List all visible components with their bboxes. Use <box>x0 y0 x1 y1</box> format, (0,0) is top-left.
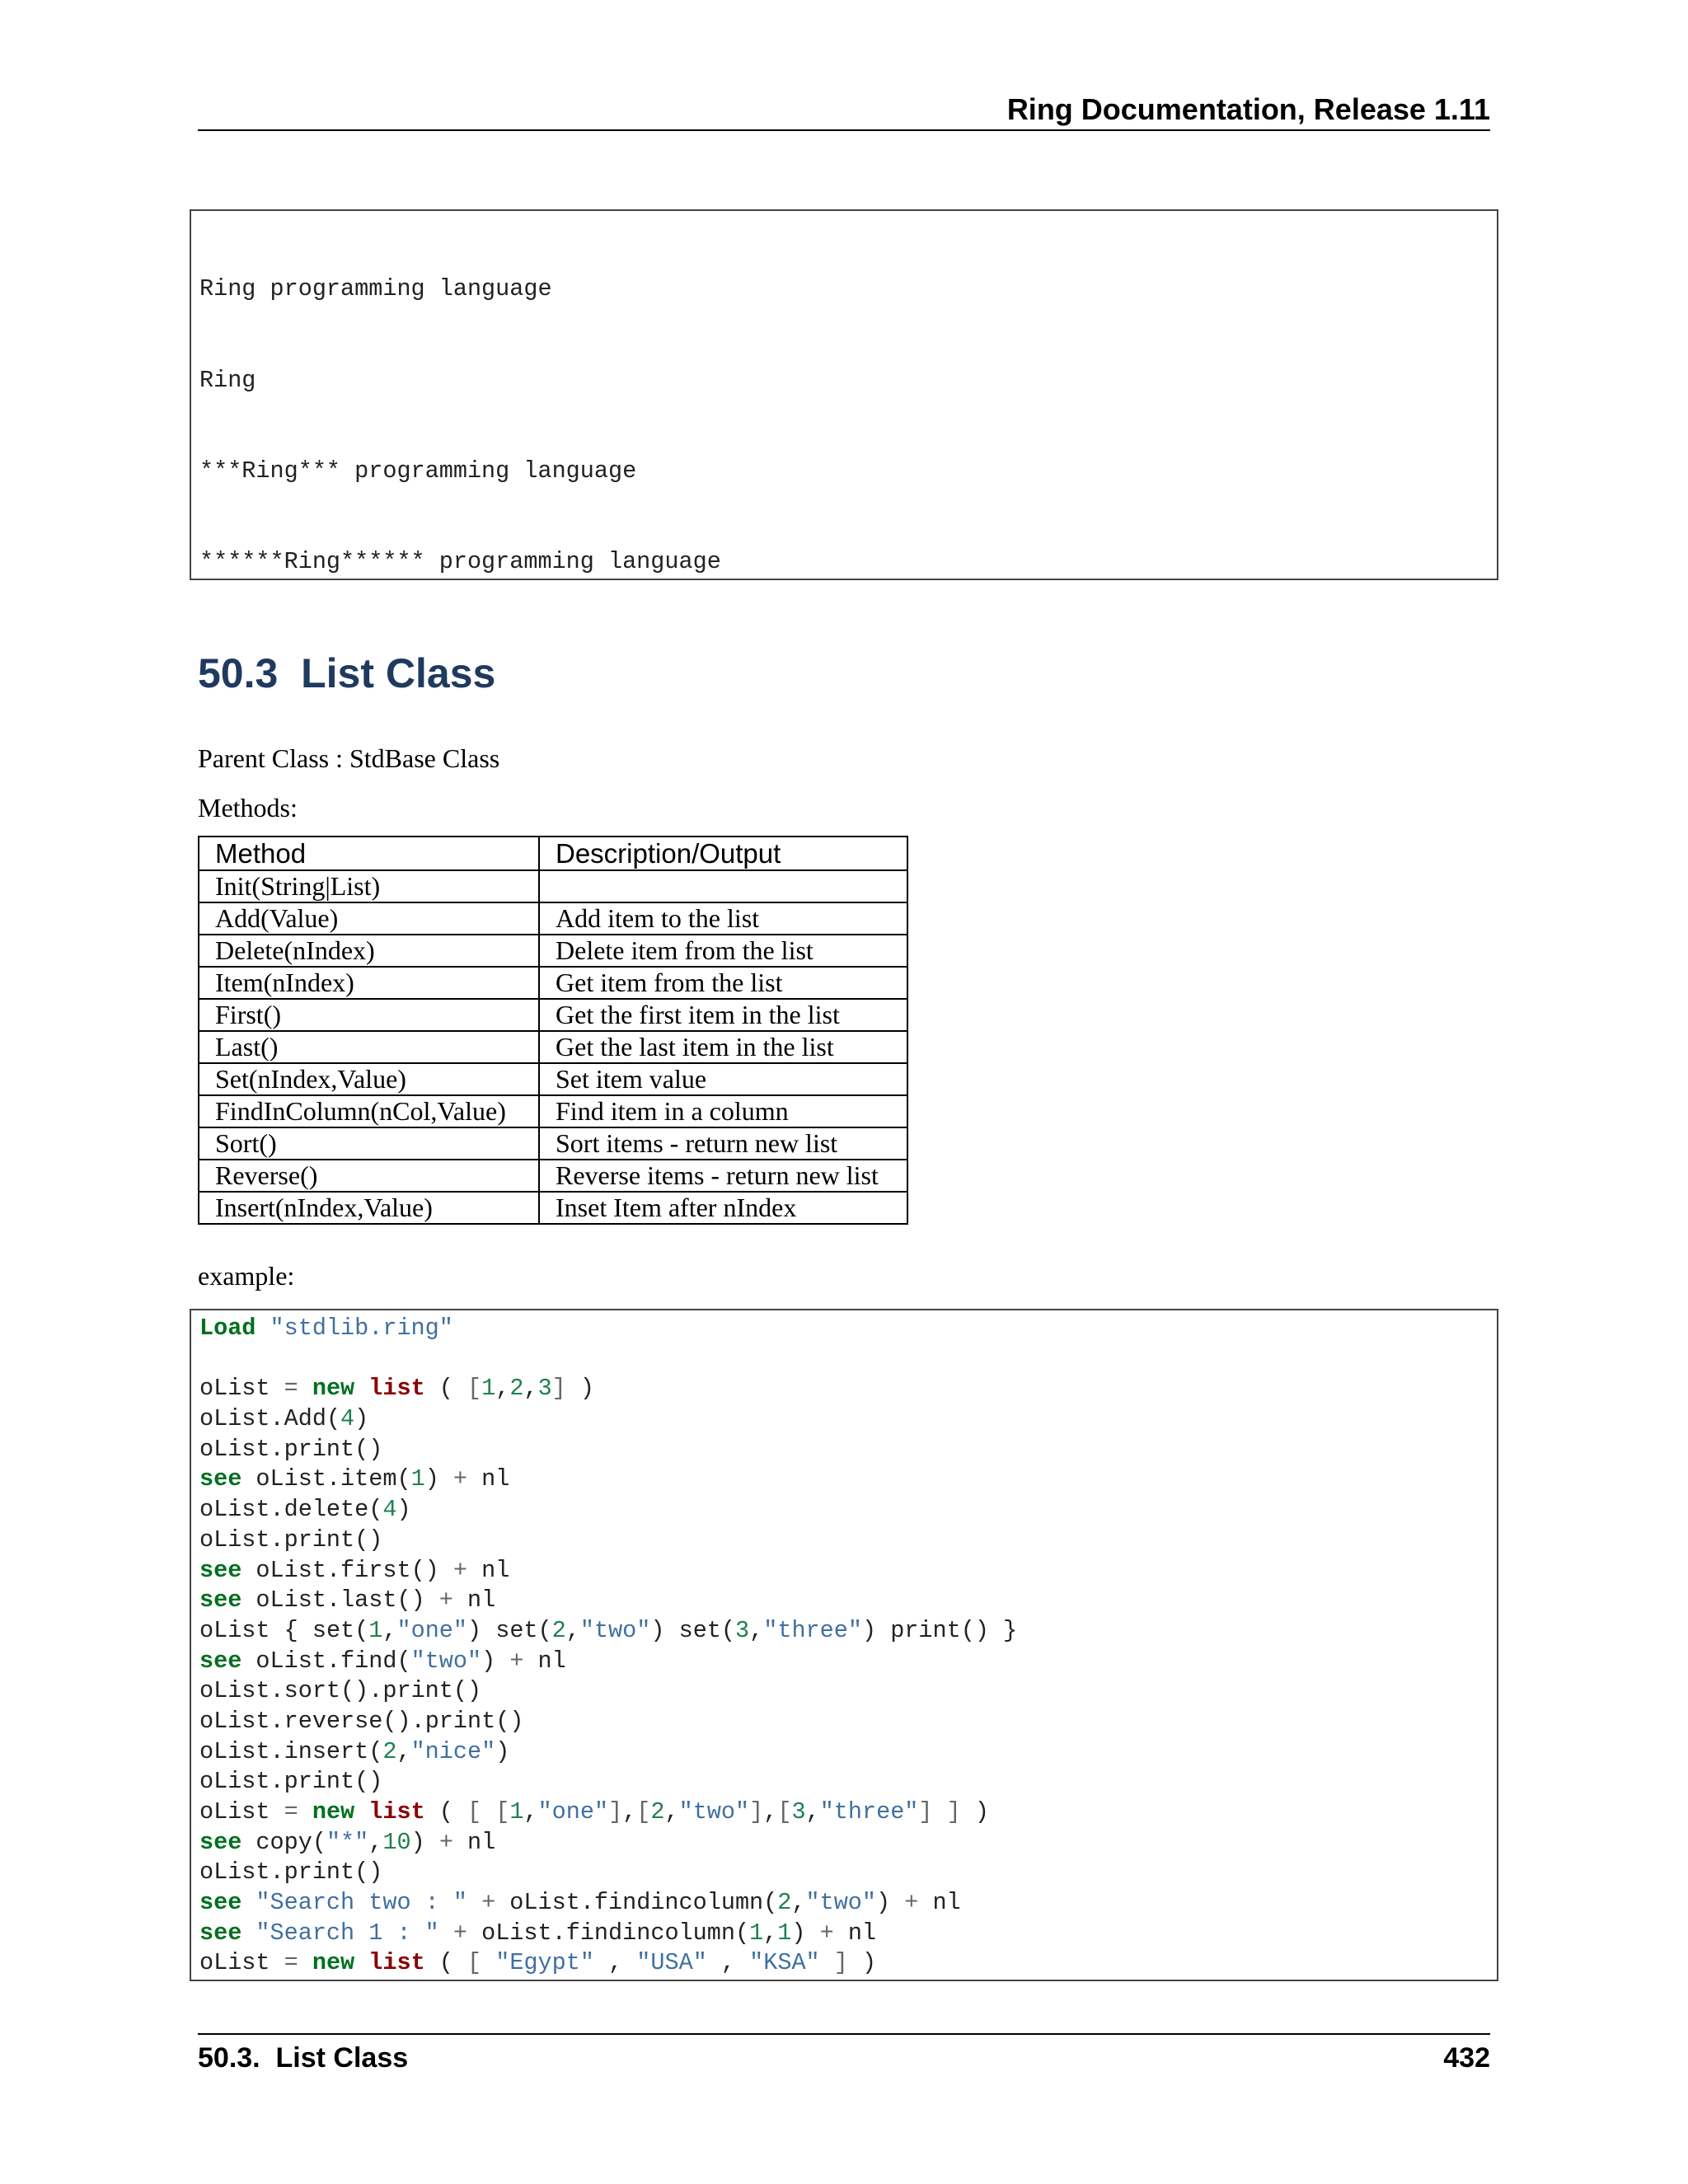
method-cell: FindInColumn(nCol,Value) <box>199 1095 539 1127</box>
page-number: 432 <box>1443 2042 1490 2074</box>
code-line: see oList.first() + nl <box>199 1556 510 1584</box>
description-cell <box>539 870 907 902</box>
example-code-block <box>190 1309 1498 1981</box>
method-cell: Add(Value) <box>199 902 539 935</box>
column-header-description: Description/Output <box>539 837 907 870</box>
code-line: oList.insert(2,"nice") <box>199 1737 510 1765</box>
table-row <box>199 902 907 935</box>
table-row <box>199 1031 907 1063</box>
method-cell: Set(nIndex,Value) <box>199 1063 539 1095</box>
table-row <box>199 1063 907 1095</box>
code-line: oList.sort().print() <box>199 1677 482 1705</box>
header-divider <box>198 129 1490 131</box>
table-row <box>199 1160 907 1192</box>
code-line: see oList.find("two") + nl <box>199 1647 566 1675</box>
output-line: ******Ring****** programming language <box>199 547 721 575</box>
table-row <box>199 1192 907 1224</box>
method-cell: First() <box>199 999 539 1031</box>
section-title-text: List Class <box>301 650 496 696</box>
code-line <box>199 1344 1489 1375</box>
section-number: 50.3 <box>198 650 279 696</box>
table-row <box>199 870 907 902</box>
methods-label: Methods: <box>198 793 298 823</box>
code-line: oList.print() <box>199 1435 383 1463</box>
code-line: see "Search two : " + oList.findincolumn(2,"two") + nl <box>199 1889 961 1917</box>
description-cell: Find item in a column <box>539 1095 907 1127</box>
table-row <box>199 967 907 999</box>
method-cell: Init(String|List) <box>199 870 539 902</box>
code-line: oList.print() <box>199 1768 383 1796</box>
footer-divider <box>198 2033 1490 2035</box>
table-header-row <box>199 837 907 870</box>
code-line: oList.delete(4) <box>199 1496 411 1524</box>
running-header: Ring Documentation, Release 1.11 <box>1006 92 1490 126</box>
code-line: see copy("*",10) + nl <box>199 1828 496 1856</box>
table-row <box>199 1095 907 1127</box>
description-cell: Add item to the list <box>539 902 907 935</box>
code-line: see "Search 1 : " + oList.findincolumn(1,1) + nl <box>199 1919 877 1947</box>
code-line: oList.reverse().print() <box>199 1707 524 1735</box>
section-heading <box>198 649 495 697</box>
footer-section-label: 50.3. List Class <box>198 2042 409 2074</box>
description-cell: Delete item from the list <box>539 935 907 967</box>
table-row <box>199 999 907 1031</box>
code-line: oList = new list ( [1,2,3] ) <box>199 1375 594 1403</box>
table-row <box>199 1127 907 1160</box>
description-cell: Get the last item in the list <box>539 1031 907 1063</box>
output-line: Ring <box>199 366 256 394</box>
example-label: example: <box>198 1261 295 1291</box>
description-cell: Get the first item in the list <box>539 999 907 1031</box>
method-cell: Last() <box>199 1031 539 1063</box>
code-line: Load "stdlib.ring" <box>199 1315 453 1342</box>
code-line: oList.Add(4) <box>199 1405 369 1433</box>
code-line: oList.print() <box>199 1858 383 1886</box>
code-line: see oList.last() + nl <box>199 1586 496 1615</box>
output-line: ***Ring*** programming language <box>199 457 637 485</box>
code-line: see oList.item(1) + nl <box>199 1465 510 1493</box>
method-cell: Item(nIndex) <box>199 967 539 999</box>
method-cell: Reverse() <box>199 1160 539 1192</box>
method-cell: Insert(nIndex,Value) <box>199 1192 539 1224</box>
output-line: Ring programming language <box>199 275 552 303</box>
description-cell: Reverse items - return new list <box>539 1160 907 1192</box>
output-code-block <box>190 209 1498 580</box>
code-line: oList.print() <box>199 1526 383 1554</box>
method-cell: Sort() <box>199 1127 539 1160</box>
description-cell: Set item value <box>539 1063 907 1095</box>
column-header-method: Method <box>199 837 539 870</box>
code-line: oList { set(1,"one") set(2,"two") set(3,"three") print() } <box>199 1616 1018 1644</box>
method-cell: Delete(nIndex) <box>199 935 539 967</box>
description-cell: Inset Item after nIndex <box>539 1192 907 1224</box>
description-cell: Sort items - return new list <box>539 1127 907 1160</box>
methods-table <box>198 836 908 1225</box>
parent-class-text: Parent Class : StdBase Class <box>198 743 500 773</box>
code-line: oList = new list ( [ [1,"one"],[2,"two"],[3,"three"] ] ) <box>199 1798 989 1825</box>
code-line: oList = new list ( [ "Egypt" , "USA" , "KSA" ] ) <box>199 1949 877 1977</box>
description-cell: Get item from the list <box>539 967 907 999</box>
table-row <box>199 935 907 967</box>
